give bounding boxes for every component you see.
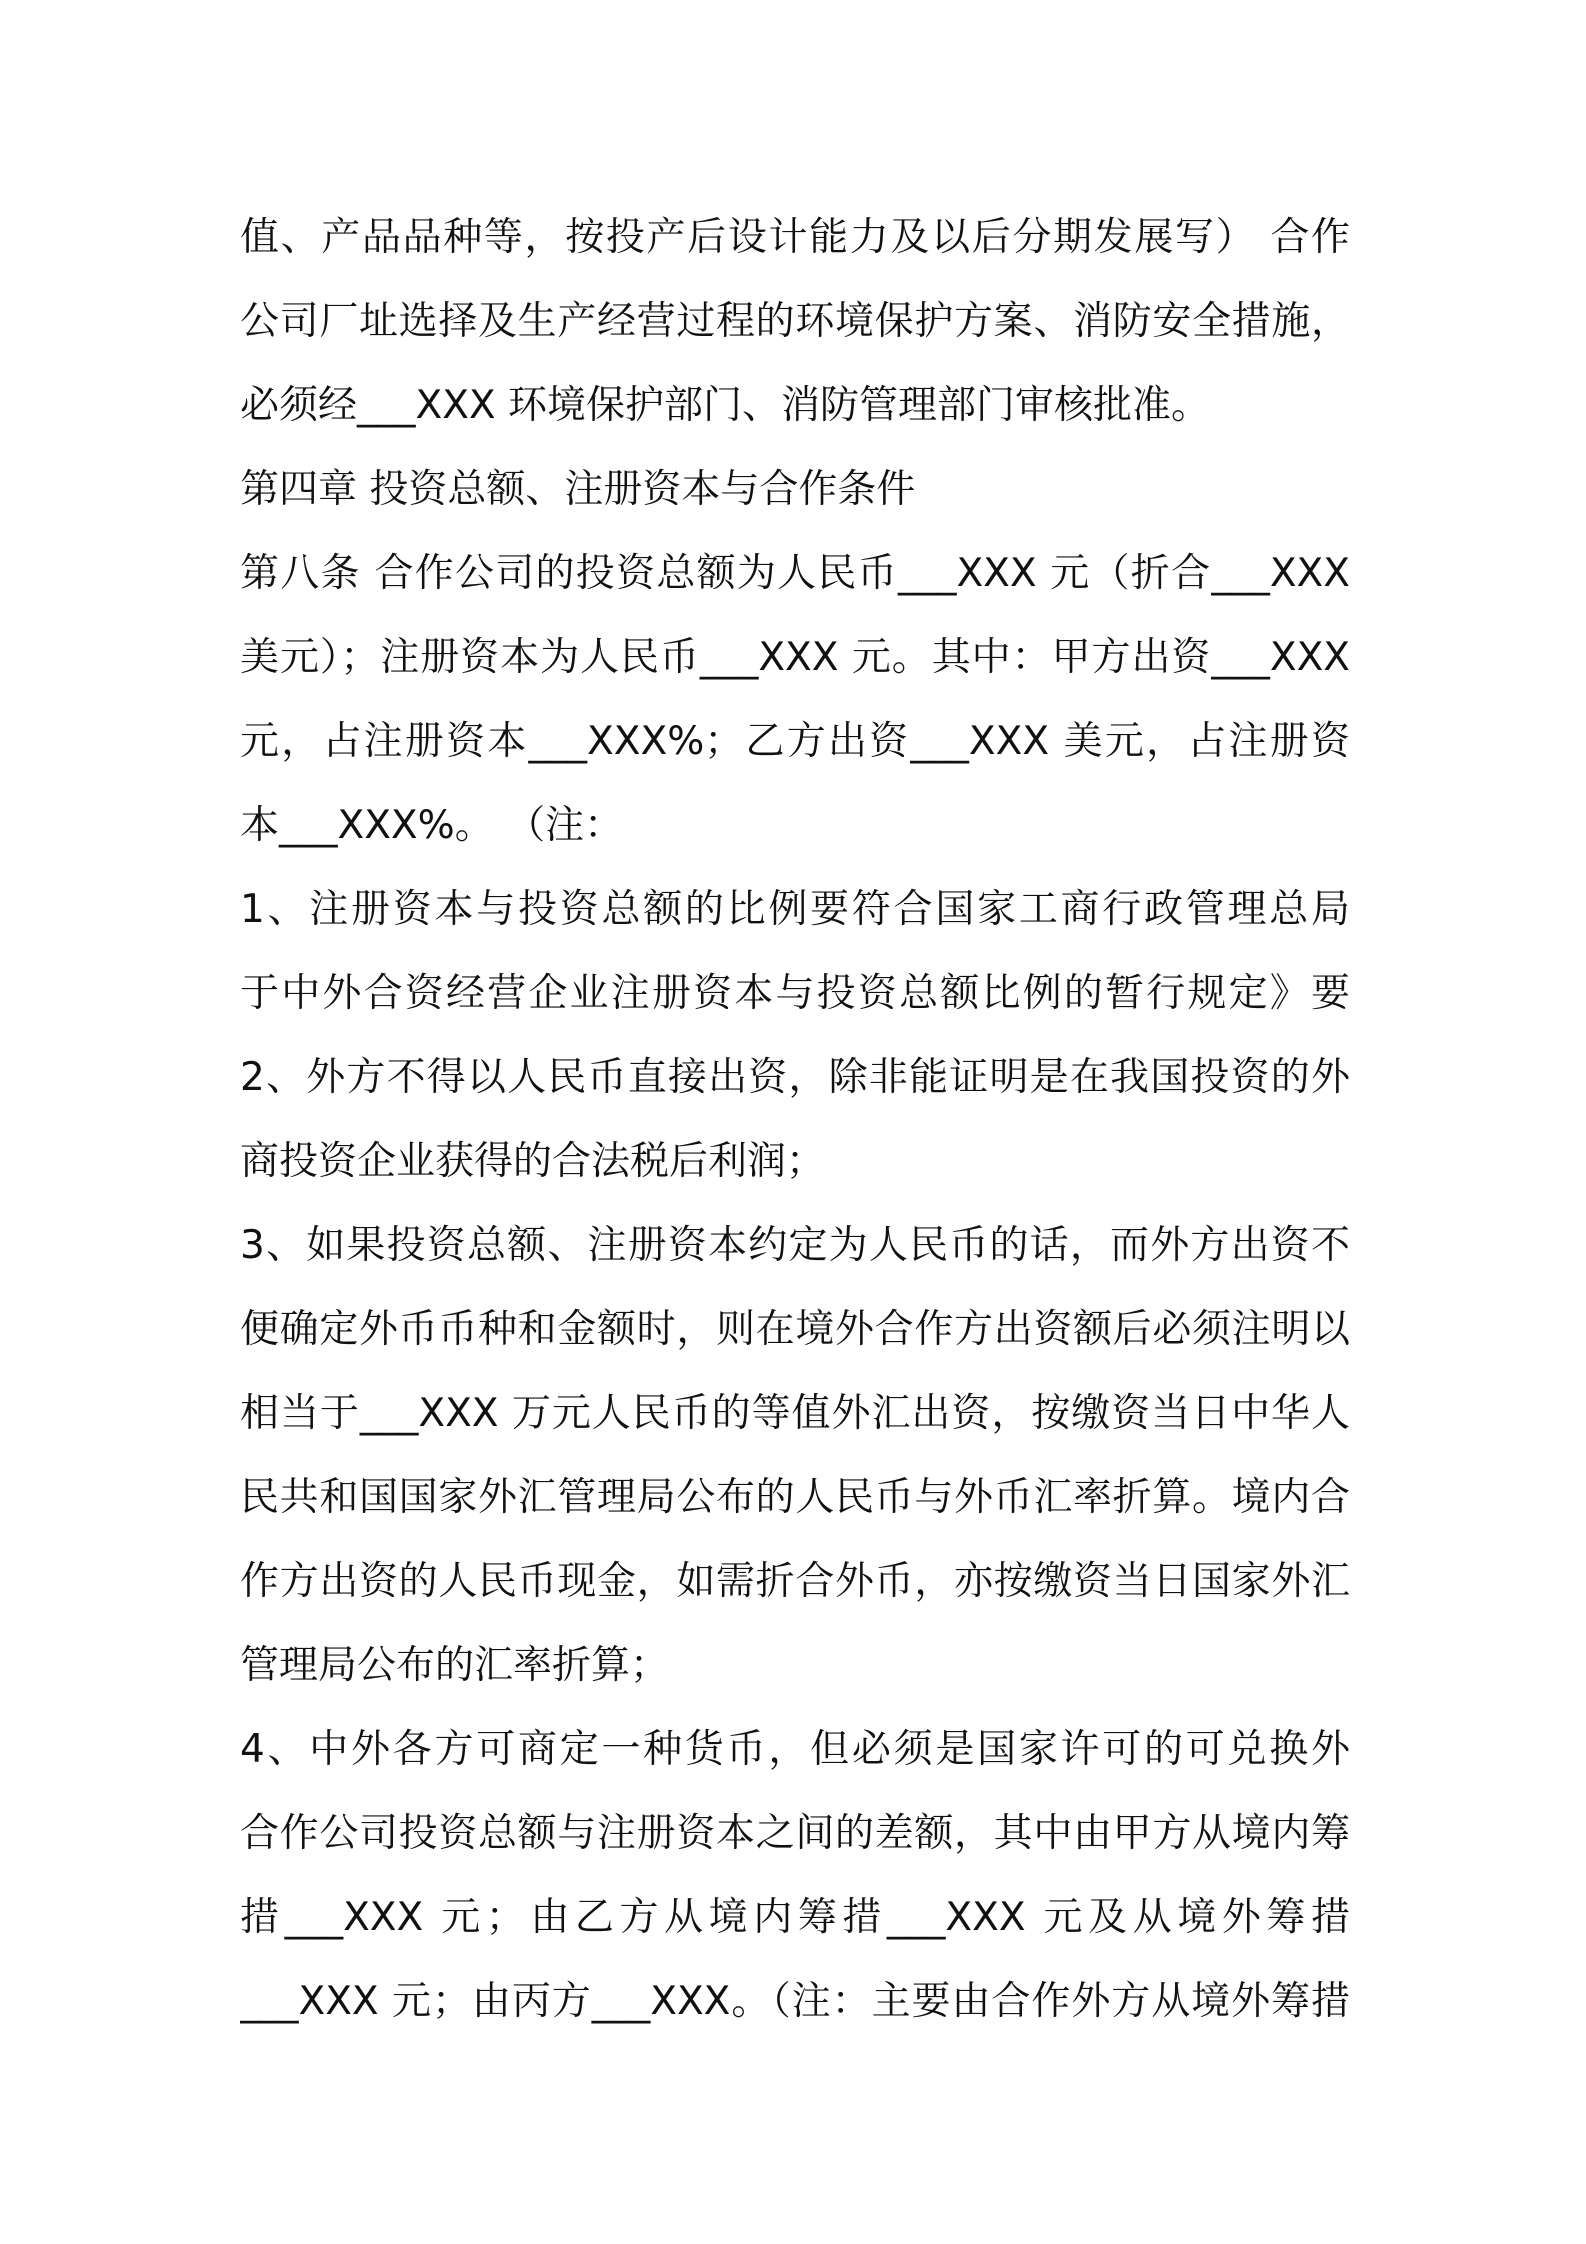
document-body [240, 196, 1350, 2044]
text-line: 商投资企业获得的合法税后利润； [240, 1139, 826, 1184]
text-line: 措___XXX 元；由乙方从境内筹措___XXX 元及从境外筹措 [240, 1895, 1350, 1940]
text-line: 元，占注册资本___XXX%；乙方出资___XXX 美元，占注册资 [240, 719, 1350, 764]
chapter-heading: 第四章 投资总额、注册资本与合作条件 [240, 467, 916, 512]
text-line: 合作公司投资总额与注册资本之间的差额，其中由甲方从境内筹 [240, 1811, 1350, 1856]
note-item-2: 2、外方不得以人民币直接出资，除非能证明是在我国投资的外 [240, 1055, 1350, 1100]
text-line: 必须经___XXX 环境保护部门、消防管理部门审核批准。 [240, 383, 1211, 428]
article-line: 第八条 合作公司的投资总额为人民币___XXX 元（折合___XXX [240, 551, 1350, 596]
text-line: 管理局公布的汇率折算； [240, 1643, 670, 1688]
text-line: 作方出资的人民币现金，如需折合外币，亦按缴资当日国家外汇 [240, 1559, 1350, 1604]
text-line: 本___XXX%。 （注： [240, 803, 624, 848]
text-line: 于中外合资经营企业注册资本与投资总额比例的暂行规定》要 [240, 971, 1350, 1016]
text-line: ___XXX 元；由丙方___XXX。（注：主要由合作外方从境外筹措 [240, 1979, 1350, 2024]
note-item-4: 4、中外各方可商定一种货币，但必须是国家许可的可兑换外 [240, 1727, 1350, 1772]
text-line: 值、产品品种等，按投产后设计能力及以后分期发展写） 合作 [240, 215, 1350, 260]
text-line: 民共和国国家外汇管理局公布的人民币与外币汇率折算。境内合 [240, 1475, 1350, 1520]
note-item-3: 3、如果投资总额、注册资本约定为人民币的话，而外方出资不 [240, 1223, 1350, 1268]
text-line: 公司厂址选择及生产经营过程的环境保护方案、消防安全措施， [240, 299, 1350, 344]
note-item-1: 1、注册资本与投资总额的比例要符合国家工商行政管理总局 [240, 887, 1350, 932]
text-line: 便确定外币币种和金额时，则在境外合作方出资额后必须注明以 [240, 1307, 1350, 1352]
text-line: 美元）；注册资本为人民币___XXX 元。其中：甲方出资___XXX [240, 635, 1350, 680]
text-line: 相当于___XXX 万元人民币的等值外汇出资，按缴资当日中华人 [240, 1391, 1350, 1436]
